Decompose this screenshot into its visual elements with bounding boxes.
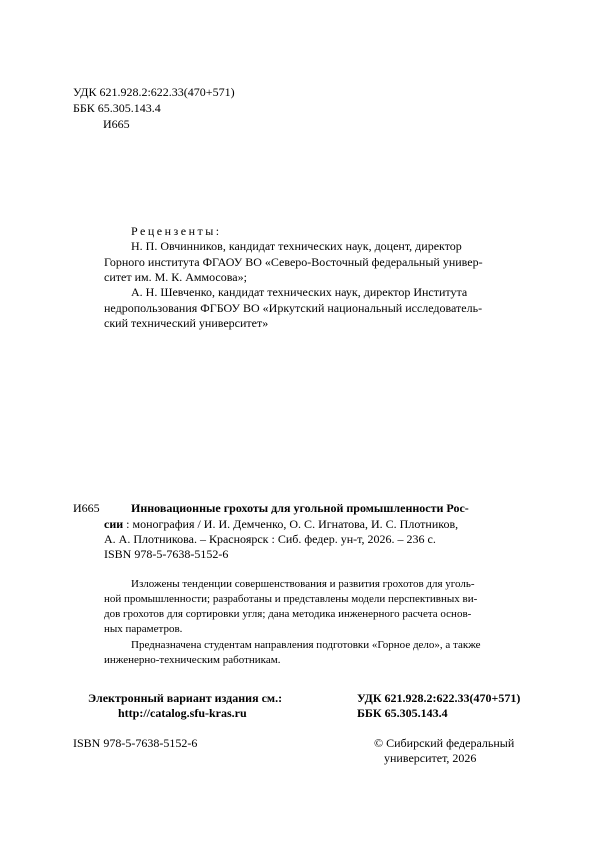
electronic-version-url[interactable]: http://catalog.sfu-kras.ru: [118, 706, 247, 720]
bib-author-mark: И665: [73, 501, 100, 515]
bib-line-2-rest: : монография / И. И. Демченко, О. С. Игнатова, И. С. Плотников,: [123, 517, 459, 531]
reviewer-2-line-1: А. Н. Шевченко, кандидат технических наук, директор Института: [131, 285, 468, 299]
annotation-p1-line-2: ной промышленности; разработаны и представлены модели перспективных ви-: [104, 593, 478, 605]
reviewers-label: Рецензенты:: [131, 224, 222, 238]
bib-title-line-1: Инновационные грохоты для угольной промышленности Рос-: [131, 501, 469, 515]
reviewer-2-line-3: ский технический университет»: [104, 316, 269, 330]
annotation-p1-line-4: ных параметров.: [104, 623, 183, 635]
annotation-p2-line-2: инженерно-техническим работникам.: [104, 654, 281, 666]
bib-isbn: ISBN 978-5-7638-5152-6: [104, 547, 229, 561]
reviewer-1-line-3: ситет им. М. К. Аммосова»;: [104, 270, 247, 284]
footer-udk: УДК 621.928.2:622.33(470+571): [357, 691, 521, 705]
electronic-version-label: Электронный вариант издания см.:: [88, 691, 283, 705]
reviewer-1-line-1: Н. П. Овчинников, кандидат технических наук, доцент, директор: [131, 239, 462, 253]
annotation-p1-line-3: дов грохотов для сортировки угля; дана методика инженерного расчета основ-: [104, 608, 472, 620]
copyright-line-2: университет, 2026: [384, 751, 477, 765]
reviewer-1-line-2: Горного института ФГАОУ ВО «Северо-Восточный федеральный универ-: [104, 255, 483, 269]
annotation-p2-line-1: Предназначена студентам направления подготовки «Горное дело», а также: [131, 639, 481, 651]
reviewer-2-line-2: недропользования ФГБОУ ВО «Иркутский национальный исследователь-: [104, 301, 483, 315]
copyright-line-1: © Сибирский федеральный: [374, 736, 515, 750]
bib-line-3: А. А. Плотникова. – Красноярск : Сиб. федер. ун-т, 2026. – 236 с.: [104, 532, 436, 546]
header-bbk: ББК 65.305.143.4: [73, 101, 161, 115]
footer-bbk: ББК 65.305.143.4: [357, 706, 448, 720]
footer-isbn: ISBN 978-5-7638-5152-6: [73, 736, 198, 750]
annotation-p1-line-1: Изложены тенденции совершенствования и развития грохотов для уголь-: [131, 578, 475, 590]
bib-line-2: [104, 517, 458, 531]
header-udk: УДК 621.928.2:622.33(470+571): [73, 85, 235, 99]
bib-title-line-2: сии: [104, 517, 124, 531]
header-author-mark: И665: [103, 117, 130, 131]
